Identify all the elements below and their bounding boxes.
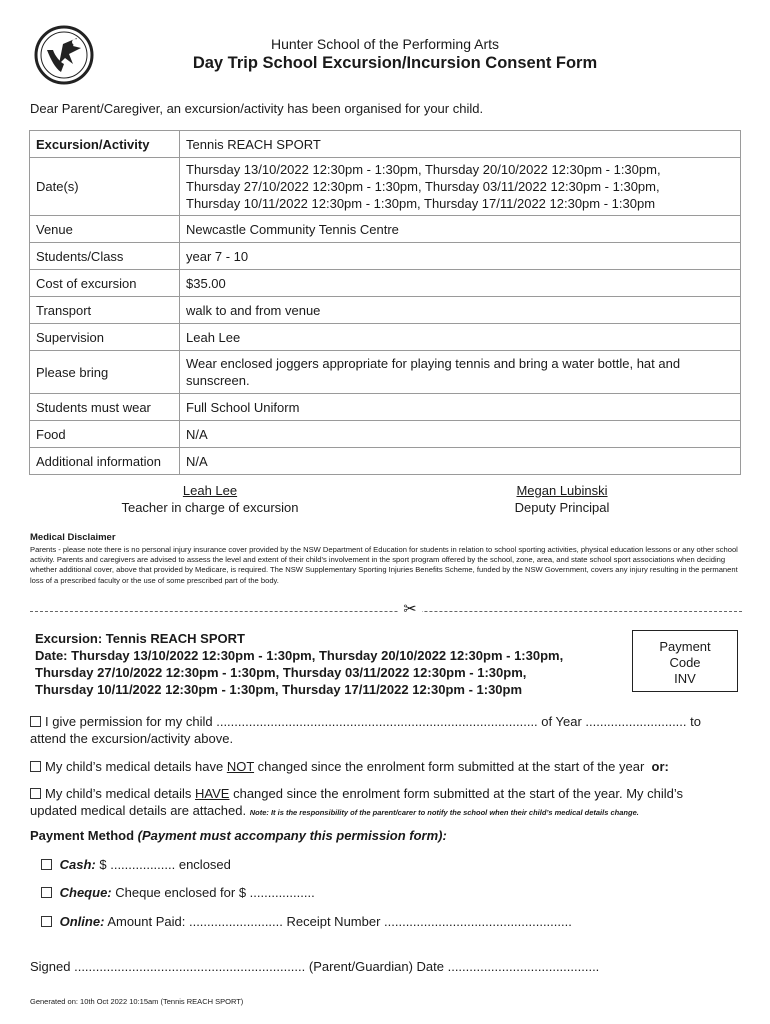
generated-footer: Generated on: 10th Oct 2022 10:15am (Tennis REACH SPORT) bbox=[30, 997, 244, 1006]
date-line: Thursday 10/11/2022 12:30pm - 1:30pm, Thursday 17/11/2022 12:30pm - 1:30pm bbox=[186, 196, 656, 211]
row-label: Additional information bbox=[30, 448, 180, 475]
row-value: walk to and from venue bbox=[180, 297, 741, 324]
row-label: Transport bbox=[30, 297, 180, 324]
row-value: N/A bbox=[180, 448, 741, 475]
table-row bbox=[30, 243, 741, 270]
medical-changed-text: My child’s medical details bbox=[45, 786, 196, 801]
medical-changed-text-end: changed since the enrolment form submitted at the start of the year. My child’s bbox=[229, 786, 684, 801]
payment-code-line: Payment bbox=[659, 639, 711, 654]
medical-changed-statement bbox=[30, 785, 683, 821]
row-label: Students must wear bbox=[30, 394, 180, 421]
payment-code-line: Code bbox=[669, 655, 701, 670]
table-row bbox=[30, 421, 741, 448]
row-value bbox=[180, 158, 741, 216]
cash-checkbox[interactable] bbox=[41, 859, 52, 870]
table-row bbox=[30, 448, 741, 475]
medical-not-changed-statement bbox=[30, 758, 669, 775]
table-row bbox=[30, 351, 741, 394]
row-label: Students/Class bbox=[30, 243, 180, 270]
payment-cash bbox=[41, 857, 231, 872]
excursion-details-table bbox=[29, 130, 741, 475]
school-name: Hunter School of the Performing Arts bbox=[271, 36, 499, 52]
permission-statement bbox=[30, 713, 701, 747]
slip-date-line: Thursday 10/11/2022 12:30pm - 1:30pm, Thursday 17/11/2022 12:30pm - 1:30pm bbox=[35, 682, 523, 697]
payment-method-label: Payment Method bbox=[30, 828, 135, 843]
table-row bbox=[30, 216, 741, 243]
row-value: Full School Uniform bbox=[180, 394, 741, 421]
row-label: Excursion/Activity bbox=[30, 131, 180, 158]
not-emphasis: NOT bbox=[226, 759, 255, 774]
permission-checkbox[interactable] bbox=[30, 716, 41, 727]
online-text: Amount Paid: .......................... Receipt Number .................................................... bbox=[107, 914, 572, 929]
table-row bbox=[30, 394, 741, 421]
cash-text: $ .................. enclosed bbox=[99, 857, 231, 872]
intro-text: Dear Parent/Caregiver, an excursion/activity has been organised for your child. bbox=[30, 101, 484, 116]
payment-code-box bbox=[632, 630, 738, 692]
disclaimer-title: Medical Disclaimer bbox=[30, 532, 116, 543]
cheque-text: Cheque enclosed for $ .................. bbox=[115, 885, 315, 900]
online-label: Online: bbox=[59, 914, 105, 929]
row-label: Cost of excursion bbox=[30, 270, 180, 297]
row-value: Newcastle Community Tennis Centre bbox=[180, 216, 741, 243]
payment-method-subtitle: (Payment must accompany this permission form): bbox=[137, 828, 447, 843]
table-row bbox=[30, 158, 741, 216]
slip-date-line: Thursday 27/10/2022 12:30pm - 1:30pm, Thursday 03/11/2022 12:30pm - 1:30pm, bbox=[35, 665, 527, 680]
medical-changed-checkbox[interactable] bbox=[30, 788, 41, 799]
table-row bbox=[30, 324, 741, 351]
row-value: Leah Lee bbox=[180, 324, 741, 351]
row-value: N/A bbox=[180, 421, 741, 448]
teacher-signature bbox=[105, 482, 315, 516]
signature-line: Signed ................................................................ (Parent/Guardian) Date .......................................... bbox=[30, 959, 600, 974]
date-line: Thursday 13/10/2022 12:30pm - 1:30pm, Thursday 20/10/2022 12:30pm - 1:30pm, bbox=[186, 162, 661, 177]
row-label: Venue bbox=[30, 216, 180, 243]
row-label: Date(s) bbox=[30, 158, 180, 216]
cut-line bbox=[30, 611, 742, 612]
date-line: Thursday 27/10/2022 12:30pm - 1:30pm, Thursday 03/11/2022 12:30pm - 1:30pm, bbox=[186, 179, 660, 194]
row-value: year 7 - 10 bbox=[180, 243, 741, 270]
have-emphasis: HAVE bbox=[195, 786, 230, 801]
permission-line1: I give permission for my child ......................................................................................... of Year ............................ to bbox=[45, 714, 701, 729]
medical-not-changed-text: My child’s medical details have bbox=[45, 759, 227, 774]
disclaimer-text: Parents - please note there is no personal injury insurance cover provided by the NSW Department of Education for students in relation to school sporting activities, physical education lessons or any other school activity. Parents and caregivers are advised to assess the level and extent of their child's involvement in the sport program offered by the school, zone, area, and state school sport associations when deciding whether additional cover, above that provided by Medicare, is required. The NSW Supplementary Sporting Injuries Benefits Scheme, funded by the NSW Government, covers any injury resulting in the permanent loss of a prescribed faculty or the use of some prescribed part of the body. bbox=[30, 545, 738, 585]
payment-cheque bbox=[41, 885, 315, 900]
slip-excursion-line: Excursion: Tennis REACH SPORT bbox=[35, 631, 245, 646]
row-label: Supervision bbox=[30, 324, 180, 351]
medical-note: Note: It is the responsibility of the parent/carer to notify the school when their child’s medical details change. bbox=[249, 808, 639, 817]
row-value bbox=[180, 351, 741, 394]
table-row bbox=[30, 270, 741, 297]
principal-name: Megan Lubinski bbox=[516, 483, 608, 498]
table-row bbox=[30, 297, 741, 324]
teacher-role: Teacher in charge of excursion bbox=[121, 500, 299, 515]
bring-line: Wear enclosed joggers appropriate for playing tennis and bring a water bottle, hat and bbox=[186, 356, 681, 371]
payment-code-line: INV bbox=[674, 671, 696, 686]
slip-date-line: Date: Thursday 13/10/2022 12:30pm - 1:30pm, Thursday 20/10/2022 12:30pm - 1:30pm, bbox=[35, 648, 564, 663]
payment-online bbox=[41, 914, 572, 929]
medical-not-changed-text-end: changed since the enrolment form submitted at the start of the year bbox=[254, 759, 645, 774]
online-checkbox[interactable] bbox=[41, 916, 52, 927]
row-value: Tennis REACH SPORT bbox=[180, 131, 741, 158]
teacher-name: Leah Lee bbox=[182, 483, 238, 498]
medical-changed-line2: updated medical details are attached. bbox=[30, 803, 247, 818]
cash-label: Cash: bbox=[59, 857, 96, 872]
form-title: Day Trip School Excursion/Incursion Consent Form bbox=[192, 54, 598, 72]
medical-not-changed-checkbox[interactable] bbox=[30, 761, 41, 772]
principal-role: Deputy Principal bbox=[514, 500, 610, 515]
scissors-icon: ✂ bbox=[398, 601, 422, 619]
slip-excursion-details bbox=[35, 630, 635, 698]
or-label: or: bbox=[651, 759, 669, 774]
cheque-label: Cheque: bbox=[59, 885, 112, 900]
bring-line: sunscreen. bbox=[186, 373, 250, 388]
cheque-checkbox[interactable] bbox=[41, 887, 52, 898]
row-value: $35.00 bbox=[180, 270, 741, 297]
permission-line2: attend the excursion/activity above. bbox=[30, 731, 234, 746]
principal-signature bbox=[482, 482, 642, 516]
row-label: Food bbox=[30, 421, 180, 448]
table-row bbox=[30, 131, 741, 158]
payment-method-title bbox=[30, 828, 447, 843]
row-label: Please bring bbox=[30, 351, 180, 394]
